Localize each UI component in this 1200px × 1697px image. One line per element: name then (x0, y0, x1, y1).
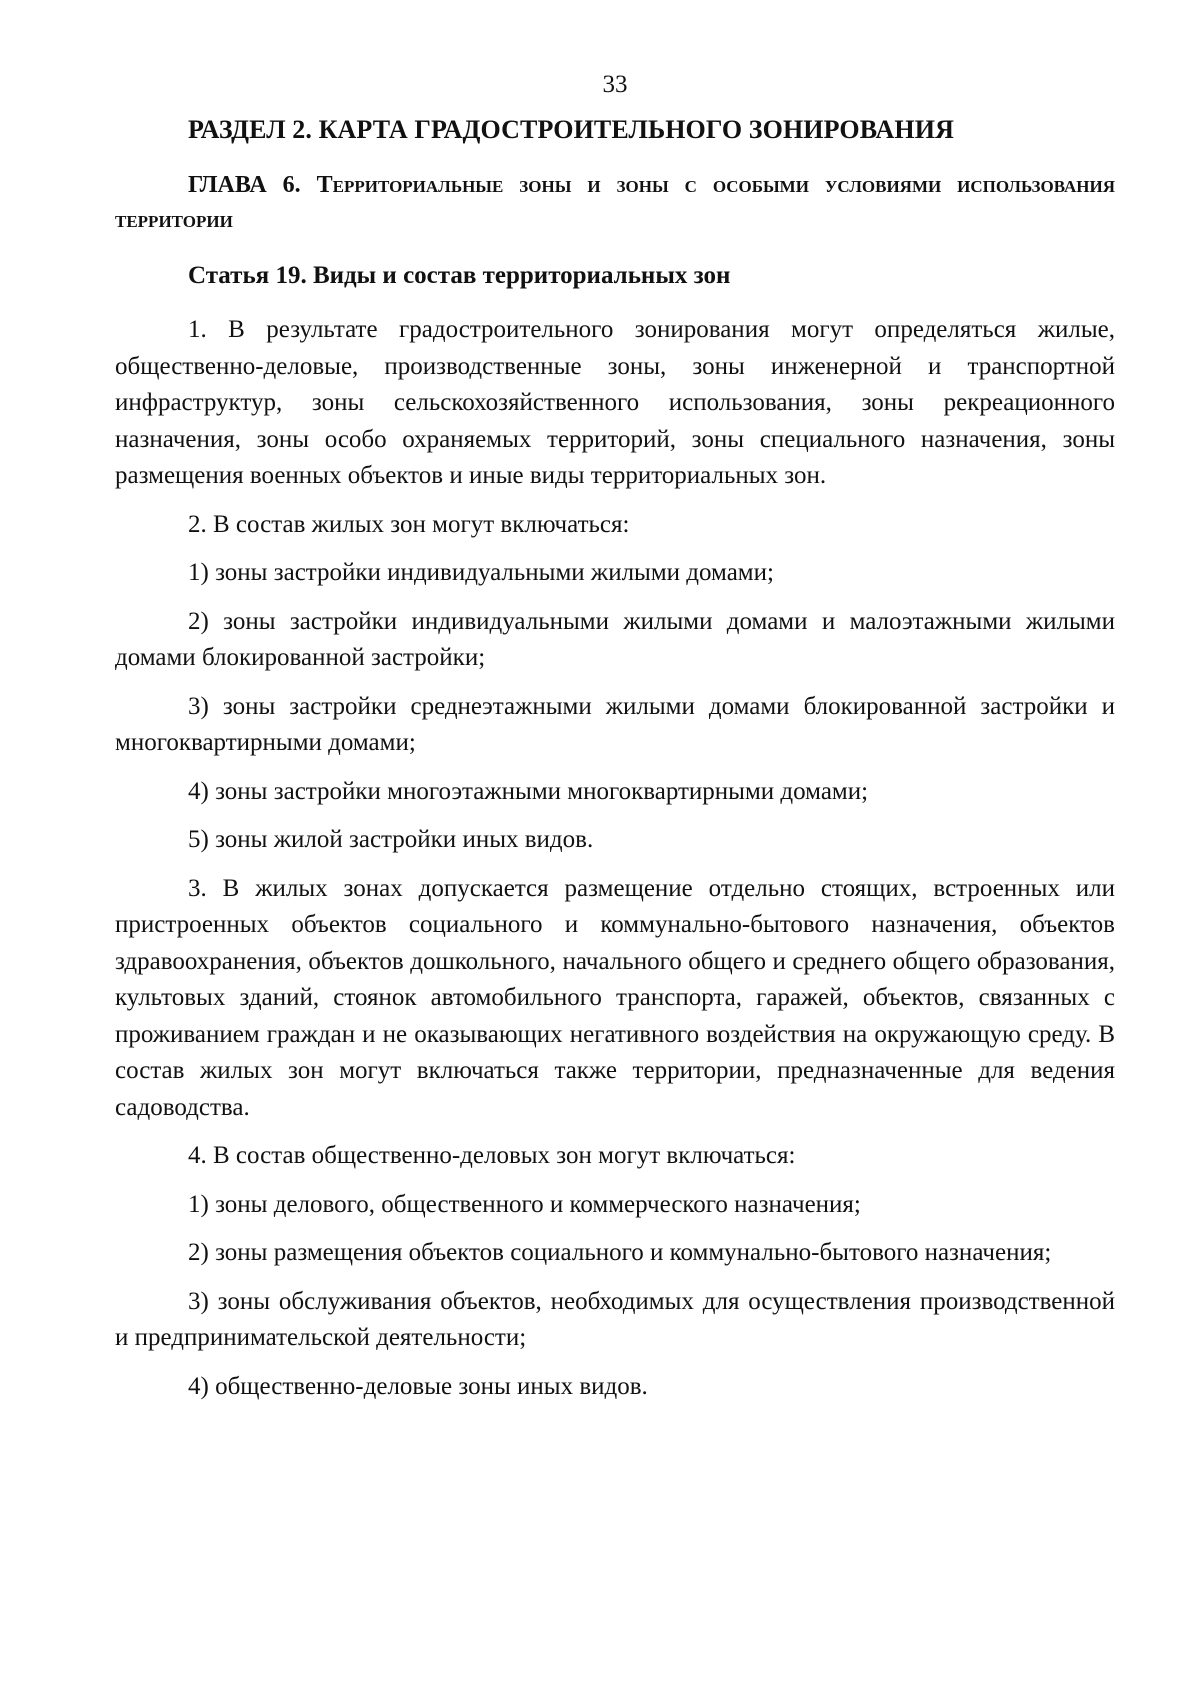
list-item: 5) зоны жилой застройки иных видов. (188, 826, 594, 853)
paragraph: 4. В состав общественно-деловых зон могут включаться: (188, 1142, 796, 1169)
list-item: 2) зоны застройки индивидуальными жилыми домами и малоэтажными жилыми домами блокированной застройки; (115, 607, 1115, 671)
page-number: 33 (602, 71, 628, 98)
list-item: 4) общественно-деловые зоны иных видов. (188, 1372, 648, 1400)
list-item: 1) зоны делового, общественного и коммерческого назначения; (188, 1190, 861, 1218)
chapter-title (115, 168, 1115, 238)
chapter-name: Территориальные зоны и зоны с особыми условиями использования территории (115, 172, 1115, 233)
paragraph: 1. В результате градостроительного зонирования могут определяться жилые, общественно-деловые, производственные зоны, зоны инженерной и транспортной инфраструктур, зоны сельскохозяйственного использования, зоны рекреационного назначения, зоны особо охраняемых территорий, зоны специального назначения, зоны размещения военных объектов и иные виды территориальных зон. (115, 316, 1115, 489)
document-page (115, 70, 1115, 1405)
paragraph: 2. В состав жилых зон могут включаться: (188, 510, 630, 538)
chapter-label: ГЛАВА 6. (188, 172, 301, 198)
list-item: 2) зоны размещения объектов социального и коммунально-бытового назначения; (188, 1239, 1052, 1266)
list-item: 1) зоны застройки индивидуальными жилыми домами; (188, 559, 774, 586)
list-item: 3) зоны застройки среднеэтажными жилыми домами блокированной застройки и многоквартирными домами; (115, 692, 1115, 756)
paragraph: 3. В жилых зонах допускается размещение отдельно стоящих, встроенных или пристроенных объектов социального и коммунально-бытового назначения, объектов здравоохранения, объектов дошкольного, начального общего и среднего общего образования, культовых зданий, стоянок автомобильного транспорта, гаражей, объектов, связанных с проживанием граждан и не оказывающих негативного воздействия на окружающую среду. В состав жилых зон могут включаться также территории, предназначенные для ведения садоводства. (115, 874, 1115, 1121)
section-title: РАЗДЕЛ 2. КАРТА ГРАДОСТРОИТЕЛЬНОГО ЗОНИРОВАНИЯ (188, 115, 954, 144)
list-item: 3) зоны обслуживания объектов, необходимых для осуществления производственной и предпринимательской деятельности; (115, 1287, 1115, 1351)
list-item: 4) зоны застройки многоэтажными многоквартирными домами; (188, 777, 869, 805)
article-title: Статья 19. Виды и состав территориальных зон (188, 262, 731, 289)
